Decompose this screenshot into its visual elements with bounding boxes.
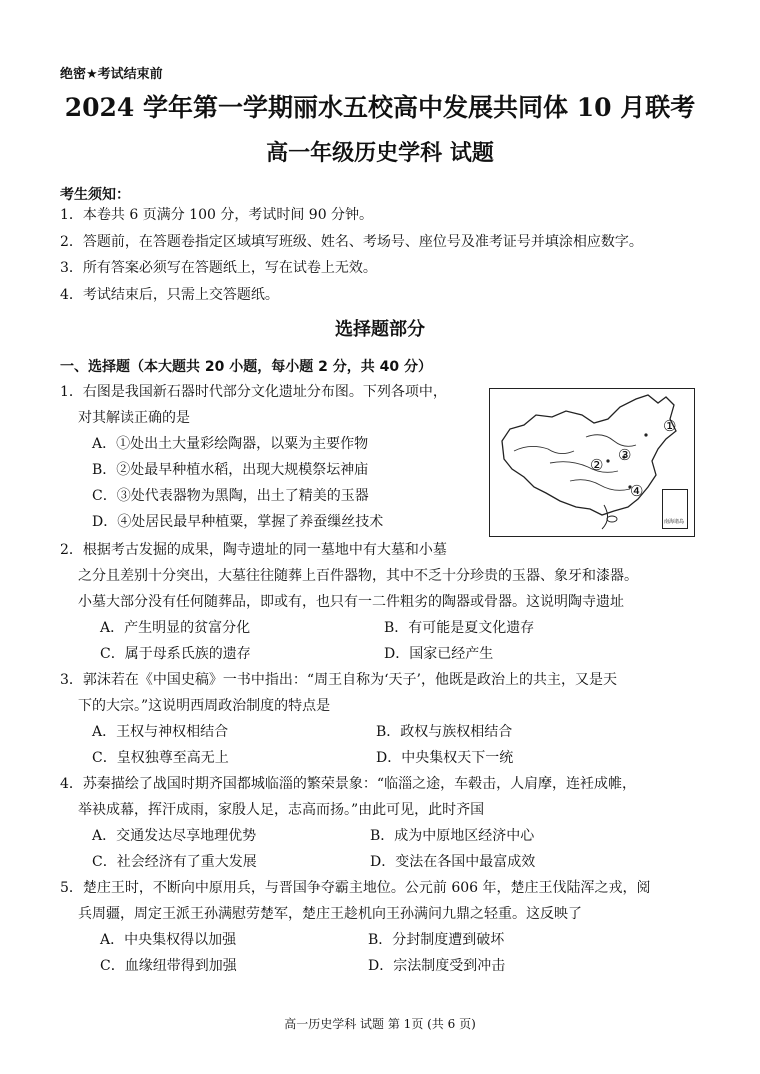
notice-item: 1．本卷共 6 页满分 100 分，考试时间 90 分钟。 bbox=[60, 207, 374, 223]
notice-heading: 考生须知： bbox=[60, 187, 130, 203]
south-sea-inset bbox=[662, 489, 688, 529]
question-3-option-d: D．中央集权天下一统 bbox=[376, 750, 514, 766]
site-marker-1: ① bbox=[663, 417, 677, 435]
question-5-option-b: B．分封制度遭到破坏 bbox=[368, 932, 505, 948]
part-heading: 一、选择题（本大题共 20 小题，每小题 2 分，共 40 分） bbox=[60, 359, 432, 375]
page-footer: 高一历史学科 试题 第 1页 (共 6 页) bbox=[284, 1017, 476, 1031]
question-2-option-a: A．产生明显的贫富分化 bbox=[100, 620, 251, 636]
exam-title: 2024 学年第一学期丽水五校高中发展共同体 10 月联考 bbox=[64, 93, 696, 122]
question-4-option-a: A．交通发达尽享地理优势 bbox=[92, 828, 257, 844]
question-1-option-c: C．③处代表器物为黑陶，出土了精美的玉器 bbox=[92, 488, 369, 504]
question-1-option-a: A．①处出土大量彩绘陶器，以粟为主要作物 bbox=[92, 436, 369, 452]
question-1-option-b: B．②处最早种植水稻，出现大规模祭坛神庙 bbox=[92, 462, 369, 478]
question-3-option-c: C．皇权独尊至高无上 bbox=[92, 750, 229, 766]
neolithic-sites-map bbox=[489, 388, 695, 537]
question-4-option-b: B．成为中原地区经济中心 bbox=[370, 828, 535, 844]
question-5-stem: 兵周疆，周定王派王孙满慰劳楚军，楚庄王趁机向王孙满问九鼎之轻重。这反映了 bbox=[78, 906, 582, 922]
question-3-option-b: B．政权与族权相结合 bbox=[376, 724, 513, 740]
question-2-option-c: C．属于母系氏族的遗存 bbox=[100, 646, 251, 662]
question-5-option-a: A．中央集权得以加强 bbox=[100, 932, 237, 948]
section-title: 选择题部分 bbox=[335, 319, 425, 340]
question-3-stem: 3．郭沫若在《中国史稿》一书中指出：“周王自称为‘天子’，他既是政治上的共主，又是天 bbox=[60, 672, 617, 688]
south-sea-inset-label: 南海诸岛 bbox=[664, 519, 685, 525]
notice-item: 2．答题前，在答题卷指定区域填写班级、姓名、考场号、座位号及准考证号并填涂相应数字。 bbox=[60, 234, 643, 250]
question-2-option-d: D．国家已经产生 bbox=[384, 646, 494, 662]
notice-item: 4．考试结束后，只需上交答题纸。 bbox=[60, 287, 279, 303]
exam-subtitle: 高一年级历史学科 试题 bbox=[266, 140, 494, 166]
question-5-option-c: C．血缘纽带得到加强 bbox=[100, 958, 237, 974]
question-2-stem: 之分且差别十分突出，大墓往往随葬上百件器物，其中不乏十分珍贵的玉器、象牙和漆器。 bbox=[78, 568, 638, 584]
question-3-option-a: A．王权与神权相结合 bbox=[92, 724, 229, 740]
question-4-stem: 4．苏秦描绘了战国时期齐国都城临淄的繁荣景象：“临淄之途，车毂击，人肩摩，连衽成帷， bbox=[60, 776, 637, 792]
question-5-option-d: D．宗法制度受到冲击 bbox=[368, 958, 506, 974]
question-1-option-d: D．④处居民最早种植粟，掌握了养蚕缫丝技术 bbox=[92, 514, 384, 530]
question-5-stem: 5．楚庄王时，不断向中原用兵，与晋国争夺霸主地位。公元前 606 年，楚庄王伐陆浑之戎，阅 bbox=[60, 880, 651, 896]
site-marker-4: ④ bbox=[630, 482, 644, 500]
question-1-stem: 1．右图是我国新石器时代部分文化遗址分布图。下列各项中， bbox=[60, 384, 447, 400]
question-2-stem: 小墓大部分没有任何随葬品，即或有，也只有一二件粗劣的陶器或骨器。这说明陶寺遗址 bbox=[78, 594, 624, 610]
question-1-stem: 对其解读正确的是 bbox=[78, 410, 190, 426]
question-2-stem: 2．根据考古发掘的成果，陶寺遗址的同一墓地中有大墓和小墓 bbox=[60, 542, 447, 558]
notice-item: 3．所有答案必须写在答题纸上，写在试卷上无效。 bbox=[60, 260, 377, 276]
site-marker-2: ② bbox=[590, 456, 604, 474]
secret-mark: 绝密★考试结束前 bbox=[60, 67, 163, 82]
site-marker-3: ③ bbox=[618, 446, 632, 464]
question-4-option-d: D．变法在各国中最富成效 bbox=[370, 854, 536, 870]
question-4-option-c: C．社会经济有了重大发展 bbox=[92, 854, 257, 870]
question-2-option-b: B．有可能是夏文化遗存 bbox=[384, 620, 535, 636]
question-3-stem: 下的大宗。”这说明西周政治制度的特点是 bbox=[78, 698, 331, 714]
question-4-stem: 举袂成幕，挥汗成雨，家殷人足，志高而扬。”由此可见，此时齐国 bbox=[78, 802, 485, 818]
